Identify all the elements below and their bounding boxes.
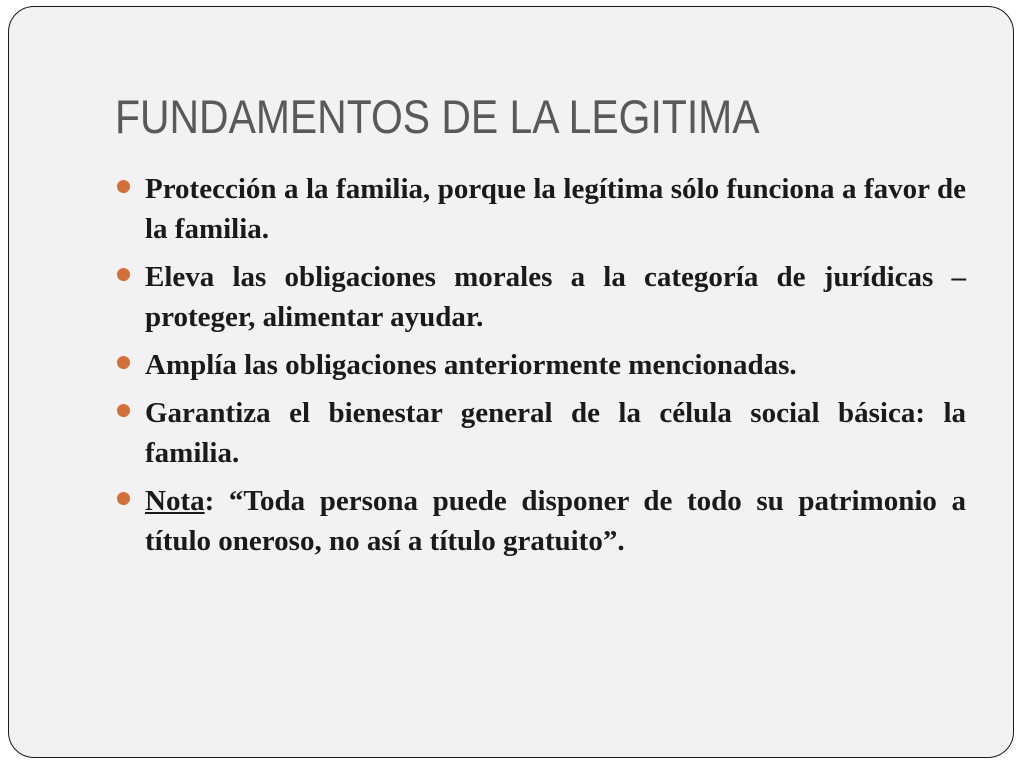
bullet-item bbox=[115, 169, 966, 249]
nota-label: Nota bbox=[145, 485, 205, 517]
bullet-item bbox=[115, 393, 966, 473]
slide-title: FUNDAMENTOS DE LA LEGITIMA bbox=[115, 90, 760, 143]
nota-text: : “Toda persona puede disponer de todo su patrimonio a título oneroso, no así a título gratuito”. bbox=[145, 485, 966, 557]
bullet-list bbox=[115, 169, 966, 569]
bullet-dot-icon bbox=[117, 404, 130, 417]
bullet-text: Protección a la familia, porque la legítima sólo funciona a favor de la familia. bbox=[145, 173, 966, 245]
bullet-text: Amplía las obligaciones anteriormente mencionadas. bbox=[145, 349, 797, 381]
bullet-text: Garantiza el bienestar general de la célula social básica: la familia. bbox=[145, 397, 966, 469]
bullet-dot-icon bbox=[117, 268, 130, 281]
slide bbox=[8, 6, 1014, 758]
bullet-item bbox=[115, 345, 966, 385]
bullet-dot-icon bbox=[117, 356, 130, 369]
bullet-text bbox=[145, 481, 966, 561]
bullet-item-nota bbox=[115, 481, 966, 561]
bullet-dot-icon bbox=[117, 180, 130, 193]
bullet-dot-icon bbox=[117, 492, 130, 505]
bullet-text: Eleva las obligaciones morales a la categoría de jurídicas – proteger, alimentar ayudar. bbox=[145, 261, 966, 333]
bullet-item bbox=[115, 257, 966, 337]
